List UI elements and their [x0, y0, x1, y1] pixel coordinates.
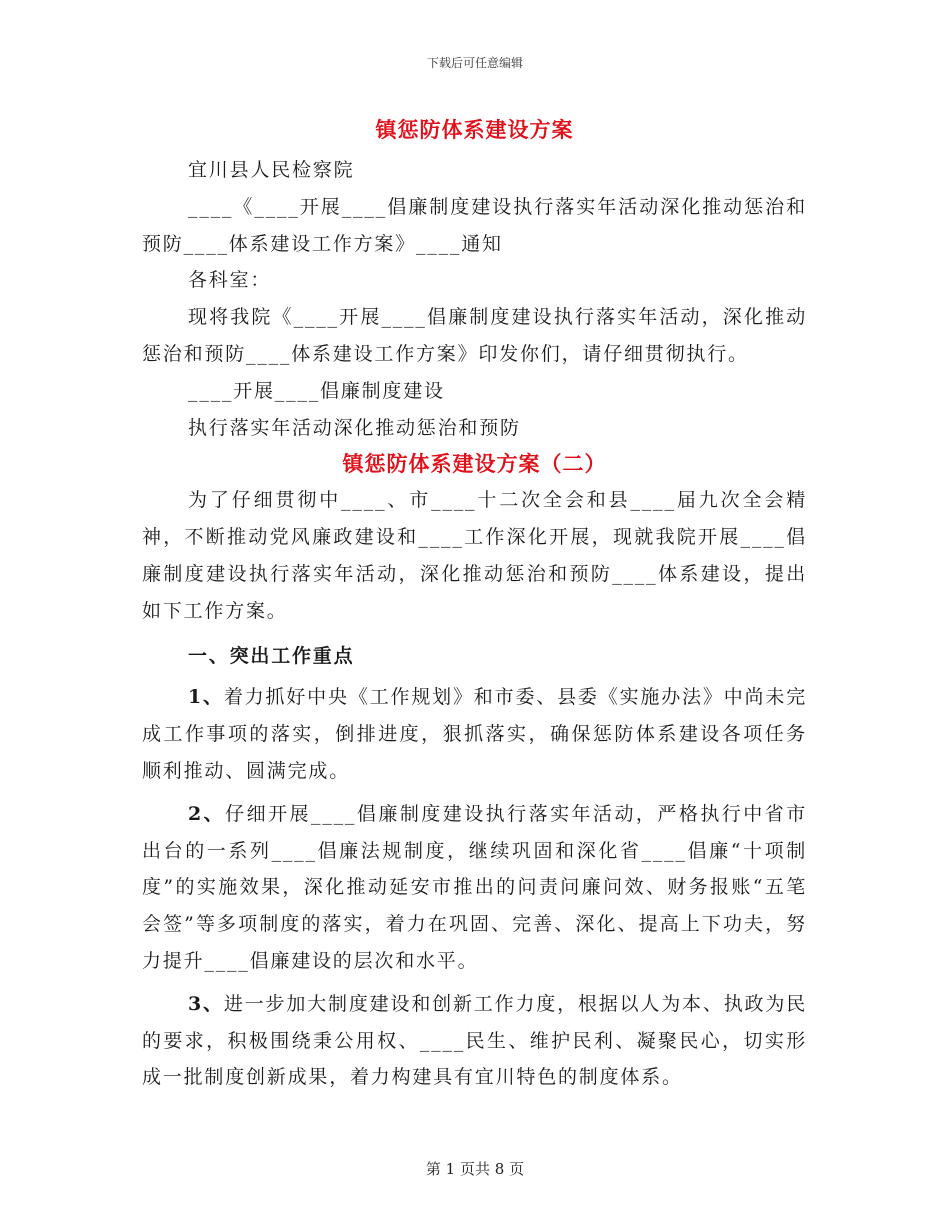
body-intro-paragraph: 为了仔细贯彻中____、市____十二次全会和县____届九次全会精神，不断推动党风廉政建设和____工作深化开展，现就我院开展____倡廉制度建设执行落实年活动，深化推动惩治和预防____体系建设，提出如下工作方案。 [142, 489, 807, 622]
list-item-number: 2、 [188, 802, 226, 825]
subtitle-line-2: 执行落实年活动深化推动惩治和预防 [188, 416, 521, 439]
list-item [142, 796, 807, 980]
list-item-number: 1、 [188, 686, 224, 709]
list-item [142, 986, 807, 1096]
section-heading: 一、突出工作重点 [188, 644, 355, 667]
notice-paragraph: 现将我院《____开展____倡廉制度建设执行落实年活动，深化推动惩治和预防____体系建设工作方案》印发你们，请仔细贯彻执行。 [142, 306, 807, 365]
notice-title: ____《____开展____倡廉制度建设执行落实年活动深化推动惩治和预防____体系建设工作方案》____通知 [142, 195, 807, 255]
list-item-text: 进一步加大制度建设和创新工作力度，根据以人为本、执政为民的要求，积极围绕秉公用权、____民生、维护民利、凝聚民心，切实形成一批制度创新成果，着力构建具有宜川特色的制度体系。 [142, 992, 807, 1089]
document-title: 镇惩防体系建设方案 [375, 117, 574, 142]
page-footer: 第 1 页共 8 页 [425, 1160, 525, 1178]
subtitle-line-1: ____开展____倡廉制度建设 [188, 379, 445, 402]
list-item-number: 3、 [188, 992, 224, 1015]
list-item-text: 仔细开展____倡廉制度建设执行落实年活动，严格执行中省市出台的一系列____倡廉法规制度，继续巩固和深化省____倡廉“十项制度”的实施效果，深化推动延安市推出的问责问廉问效、财务报账“五笔会签”等多项制度的落实，着力在巩固、完善、深化、提高上下功夫，努力提升____倡廉建设的层次和水平。 [142, 802, 807, 972]
document-body [142, 112, 807, 1096]
issuer-line: 宜川县人民检察院 [188, 159, 355, 181]
salutation: 各科室： [188, 269, 272, 292]
header-note: 下载后可任意编辑 [426, 56, 523, 70]
section-title: 镇惩防体系建设方案（二） [342, 451, 607, 477]
list-item [142, 679, 807, 789]
list-item-text: 着力抓好中央《工作规划》和市委、县委《实施办法》中尚未完成工作事项的落实，倒排进度，狠抓落实，确保惩防体系建设各项任务顺利推动、圆满完成。 [142, 686, 807, 782]
